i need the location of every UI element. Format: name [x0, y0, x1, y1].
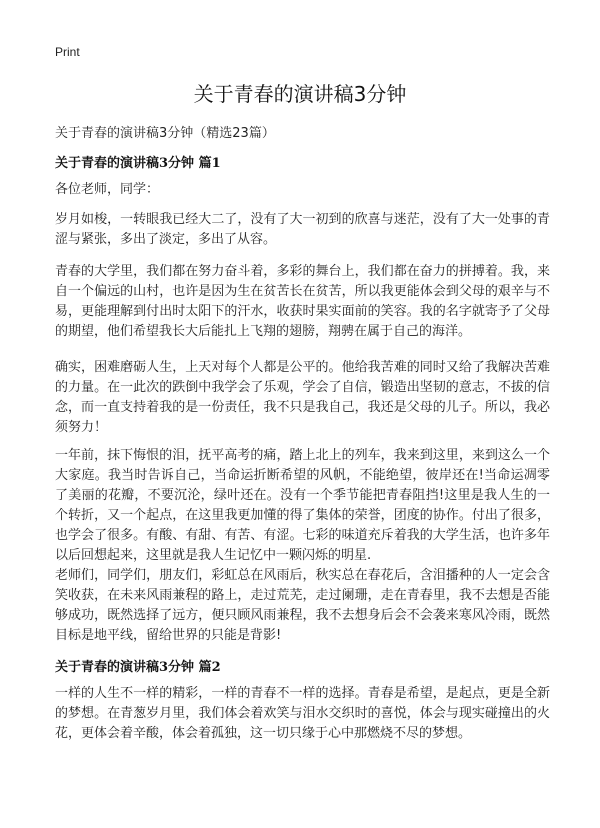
paragraph: 老师们，同学们，朋友们，彩虹总在风雨后，秋实总在春花后，含泪播种的人一定会含笑收获，在未来风雨兼程的路上，走过荒芜，走过阑珊，走在青春里，我不去想是否能够成功，既然选择了远方，便只顾风雨兼程，我不去想身后会不会袭来寒风冷雨，既然目标是地平线，留给世界的只能是背影!	[55, 568, 550, 643]
paragraph: 岁月如梭，一转眼我已经大二了，没有了大一初到的欣喜与迷茫，没有了大一处事的青涩与紧张，多出了淡定，多出了从容。	[55, 212, 550, 247]
paragraph: 一年前，抹下悔恨的泪，抚平高考的痛，踏上北上的列车，我来到这里，来到这么一个大家庭。我当时告诉自己，当命运折断希望的风帆，不能绝望，彼岸还在!当命运凋零了美丽的花瓣，不要沉沦，绿叶还在。没有一个季节能把青春阻挡!这里是我人生的一个转折，又一个起点，在这里我更加懂的得了集体的荣誉，团度的协作。付出了很多，也学会了很多。有酸、有甜、有苦、有涩。七彩的味道充斥着我的大学生活，也许多年以后回想起来，这里就是我人生记忆中一颗闪烁的明星.	[55, 448, 550, 563]
paragraph: 青春的大学里，我们都在努力奋斗着，多彩的舞台上，我们都在奋力的拼搏着。我，来自一个偏远的山村，也许是因为生在贫苦长在贫苦，所以我更能体会到父母的艰辛与不易，更能理解到付出时太阳下的汗水，收获时果实面前的笑容。我的名字就寄予了父母的期望，他们希望我长大后能扎上飞翔的翅膀，翔骋在属于自己的海洋。	[55, 264, 550, 339]
section-heading-1: 关于青春的演讲稿3分钟 篇1	[55, 156, 221, 171]
paragraph: 确实，困难磨砺人生，上天对每个人都是公平的。他给我苦难的同时又给了我解决苦难的力量。在一此次的跌倒中我学会了乐观，学会了自信，锻造出坚韧的意志，不拔的信念，而一直支持着我的是一份责任，我不只是我自己，我还是父母的儿子。所以，我必须努力！	[55, 360, 550, 435]
page-title: 关于青春的演讲稿3分钟	[193, 82, 407, 106]
print-link[interactable]: Print	[55, 45, 80, 59]
subtitle: 关于青春的演讲稿3分钟（精选23篇）	[55, 126, 275, 141]
paragraph: 一样的人生不一样的精彩，一样的青春不一样的选择。青春是希望，是起点，更是全新的梦想。在青葱岁月里，我们体会着欢笑与泪水交织时的喜悦，体会与现实碰撞出的火花，更体会着辛酸，体会着孤独，这一切只缘于心中那燃烧不尽的梦想。	[55, 686, 550, 741]
paragraph-greeting: 各位老师，同学：	[55, 182, 160, 197]
section-heading-2: 关于青春的演讲稿3分钟 篇2	[55, 660, 221, 675]
